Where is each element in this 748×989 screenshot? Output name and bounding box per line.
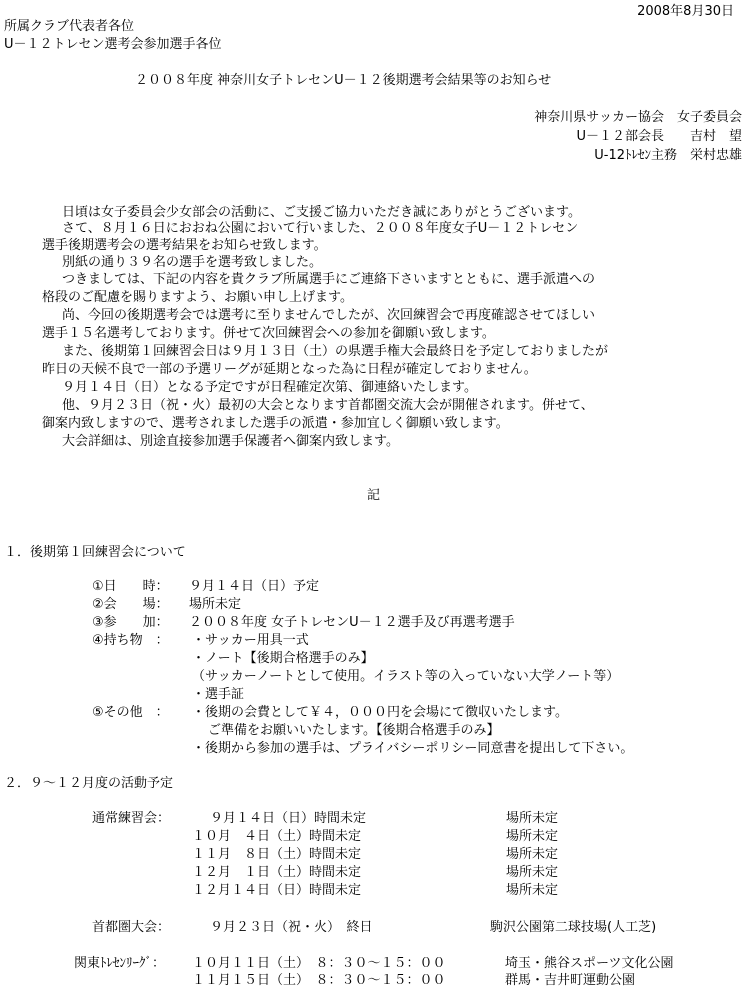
ki-marker: 記 — [367, 488, 381, 503]
schedule-date: １２月１４日（日）時間未定 — [192, 883, 362, 898]
capital-tournament-label: 首都圏大会： — [92, 920, 171, 935]
place-label: ②会 場： — [92, 597, 169, 612]
schedule-date: １１月１５日（土） ８：３０～１５：００ — [192, 973, 446, 988]
schedule-place: 場所未定 — [506, 883, 559, 898]
body-line: 昨日の天候不良で一部の予選リーグが延期となった為に日程が確定しておりません。 — [42, 362, 537, 377]
sender-head: U－１２部会長 吉村 望 — [576, 129, 742, 144]
items-list-item: （サッカーノートとして使用。イラスト等の入っていない大学ノート等） — [192, 669, 620, 684]
body-line: 選手１５名選考しております。併せて次回練習会への参加を御願い致します。 — [42, 326, 495, 341]
capital-tournament-place: 駒沢公園第二球技場(人工芝) — [490, 920, 657, 935]
schedule-date: ９月１４日（日）時間未定 — [210, 811, 367, 826]
body-line: さて、８月１６日におおね公園において行いました、２００８年度女子U－１２トレセン — [62, 221, 579, 236]
document-title: ２００８年度 神奈川女子トレセンU－１２後期選考会結果等のお知らせ — [135, 73, 552, 88]
kanto-league-label: 関東ﾄﾚｾﾝﾘｰｸﾞ： — [74, 956, 166, 971]
schedule-place: 場所未定 — [506, 829, 559, 844]
schedule-date: １２月 １日（土）時間未定 — [192, 865, 362, 880]
other-note: ご準備をお願いいたします。【後期合格選手のみ】 — [208, 723, 500, 738]
items-list-item: ・選手証 — [192, 687, 245, 702]
body-line: 尚、今回の後期選考会では選考に至りませんでしたが、次回練習会で再度確認させてほしい — [62, 308, 596, 323]
schedule-date: １０月 ４日（土）時間未定 — [192, 829, 362, 844]
place-value: 場所未定 — [189, 597, 242, 612]
regular-practice-label: 通常練習会： — [92, 811, 171, 826]
addressee-line-2: U－１２トレセン選考会参加選手各位 — [4, 37, 222, 52]
items-label: ④持ち物 ： — [92, 633, 169, 648]
body-line: 日頃は女子委員会少女部会の活動に、ご支援ご協力いただき誠にありがとうございます。 — [62, 205, 581, 220]
schedule-place: 場所未定 — [506, 811, 559, 826]
body-line: 別紙の通り３９名の選手を選考致しました。 — [62, 255, 323, 270]
sender-organization: 神奈川県サッカー協会 女子委員会 — [534, 110, 742, 125]
body-line: ９月１４日（日）となる予定ですが日程確定次第、御連絡いたします。 — [62, 380, 477, 395]
other-note: ・後期の会費として￥４，０００円を会場にて徴収いたします。 — [192, 705, 568, 720]
schedule-date: １１月 ８日（土）時間未定 — [192, 847, 362, 862]
section-2-heading: ２．９～１２月度の活動予定 — [4, 776, 174, 791]
participants-value: ２００８年度 女子トレセンU－１２選手及び再選考選手 — [189, 615, 515, 630]
schedule-date: １０月１１日（土） ８：３０～１５：００ — [192, 956, 446, 971]
document-date: 2008年8月30日 — [637, 4, 734, 19]
date-value: ９月１４日（日）予定 — [189, 579, 320, 594]
body-line: つきましては、下記の内容を貴クラブ所属選手にご連絡下さいますとともに、選手派遣への — [62, 272, 596, 287]
participants-label: ③参 加： — [92, 615, 169, 630]
schedule-place: 場所未定 — [506, 865, 559, 880]
body-line: また、後期第１回練習会日は９月１３日（土）の県選手権大会最終日を予定しておりましたが — [62, 344, 609, 359]
addressee-line-1: 所属クラブ代表者各位 — [4, 19, 135, 34]
sender-leader: U-12ﾄﾚｾﾝ主務 栄村忠雄 — [594, 148, 742, 163]
body-line: 格段のご配慮を賜りますよう、お願い申し上げます。 — [42, 290, 353, 305]
body-line: 選手後期選考会の選考結果をお知らせ致します。 — [42, 238, 327, 253]
other-label: ⑤その他 ： — [92, 705, 169, 720]
items-list-item: ・サッカー用具一式 — [192, 633, 309, 648]
items-list-item: ・ノート【後期合格選手のみ】 — [192, 651, 374, 666]
capital-tournament-date: ９月２３日（祝・火） 終日 — [210, 920, 373, 935]
schedule-place: 埼玉・熊谷スポーツ文化公園 — [505, 956, 674, 971]
date-label: ①日 時： — [92, 579, 169, 594]
other-note: ・後期から参加の選手は、プライバシーポリシー同意書を提出して下さい。 — [192, 741, 634, 756]
body-line: 御案内致しますので、選考されました選手の派遣・参加宜しく御願い致します。 — [42, 416, 509, 431]
body-line: 他、９月２３日（祝・火）最初の大会となります首都圏交流大会が開催されます。併せて、 — [62, 398, 594, 413]
body-line: 大会詳細は、別途直接参加選手保護者へ御案内致します。 — [62, 434, 399, 449]
schedule-place: 場所未定 — [506, 847, 559, 862]
section-1-heading: １．後期第１回練習会について — [4, 545, 186, 560]
schedule-place: 群馬・吉井町運動公園 — [505, 973, 636, 988]
